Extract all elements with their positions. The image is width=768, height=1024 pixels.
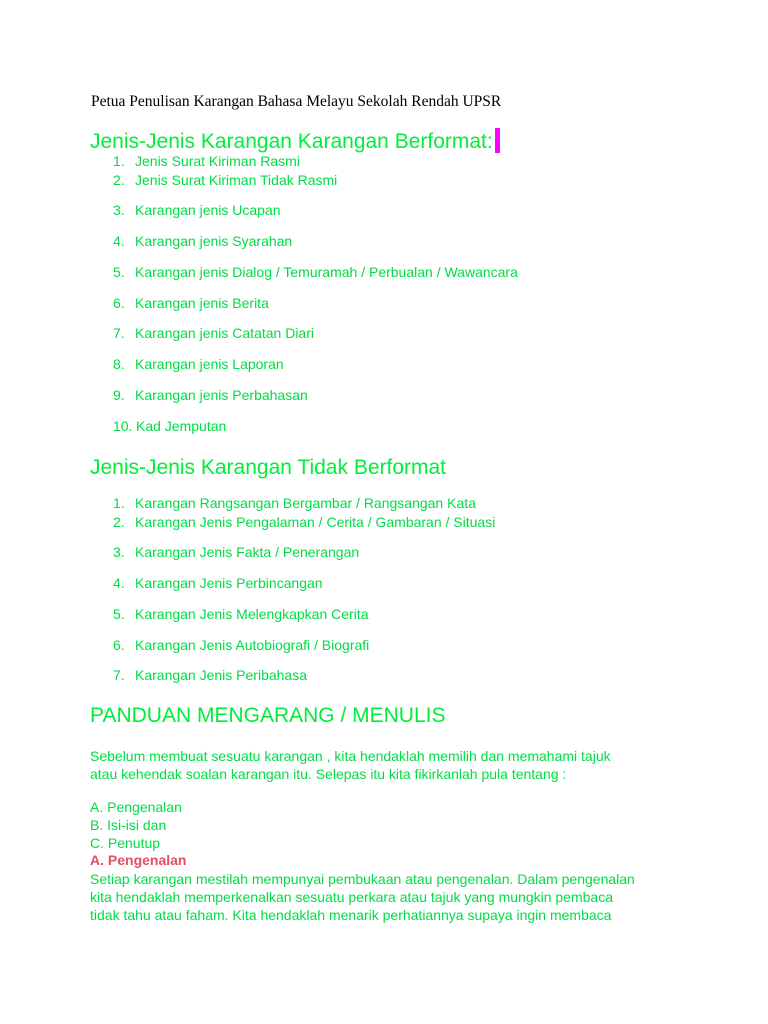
list-text: Kad Jemputan (136, 418, 227, 434)
list-item (113, 324, 314, 342)
list-text: Karangan Jenis Pengalaman / Cerita / Gambaran / Situasi (135, 514, 496, 530)
section-heading-berformat-text: Jenis-Jenis Karangan Karangan Berformat: (90, 130, 493, 153)
section-heading-tidak-berformat: Jenis-Jenis Karangan Tidak Berformat (90, 456, 447, 479)
list-number: 5. (113, 264, 125, 280)
list-text: Karangan jenis Perbahasan (135, 387, 308, 403)
outline-item: C. Penutup (90, 835, 161, 851)
list-text: Jenis Surat Kiriman Tidak Rasmi (135, 172, 338, 188)
list-number: 6. (113, 637, 125, 653)
outline-item: B. Isi-isi dan (90, 817, 167, 833)
section-heading-berformat (90, 128, 500, 155)
list-item (113, 171, 337, 189)
list-text: Karangan jenis Syarahan (135, 233, 293, 249)
list-item (113, 386, 308, 404)
list-item (113, 513, 495, 531)
body-line: Setiap karangan mestilah mempunyai pembukaan atau pengenalan. Dalam pengenalan (90, 871, 635, 887)
list-text: Karangan Jenis Melengkapkan Cerita (135, 606, 369, 622)
list-text: Karangan Rangsangan Bergambar / Rangsangan Kata (135, 495, 476, 511)
list-number: 10. (113, 418, 133, 434)
body-line: kita hendaklah memperkenalkan sesuatu perkara atau tajuk yang mungkin pembaca (90, 889, 613, 905)
list-number: 2. (113, 514, 125, 530)
list-item (113, 605, 368, 623)
document-title: Petua Penulisan Karangan Bahasa Melayu Sekolah Rendah UPSR (91, 93, 502, 110)
list-text: Karangan Jenis Perbincangan (135, 575, 323, 591)
list-number: 3. (113, 202, 125, 218)
text-cursor-highlight (495, 128, 500, 153)
list-item (113, 201, 281, 219)
list-number: 3. (113, 544, 125, 560)
list-text: Jenis Surat Kiriman Rasmi (135, 153, 300, 169)
list-item (113, 232, 292, 250)
list-item (113, 543, 359, 561)
list-item (113, 263, 518, 281)
list-number: 9. (113, 387, 125, 403)
list-item (113, 355, 284, 373)
list-text: Karangan Jenis Peribahasa (135, 667, 308, 683)
list-number: 4. (113, 233, 125, 249)
list-text: Karangan jenis Ucapan (135, 202, 281, 218)
outline-item: A. Pengenalan (90, 799, 182, 815)
list-item (113, 574, 323, 592)
list-item (113, 152, 300, 170)
list-number: 1. (113, 495, 125, 511)
list-text: Karangan jenis Dialog / Temuramah / Perbualan / Wawancara (135, 264, 518, 280)
section-heading-panduan: PANDUAN MENGARANG / MENULIS (90, 704, 446, 727)
list-text: Karangan jenis Berita (135, 295, 269, 311)
list-text: Karangan Jenis Fakta / Penerangan (135, 544, 360, 560)
intro-line: Sebelum membuat sesuatu karangan , kita hendaklah memilih dan memahami tajuk (90, 748, 611, 764)
list-number: 7. (113, 325, 125, 341)
list-number: 6. (113, 295, 125, 311)
list-number: 8. (113, 356, 125, 372)
list-number: 1. (113, 153, 125, 169)
list-number: 4. (113, 575, 125, 591)
list-item (113, 666, 307, 684)
list-text: Karangan jenis Catatan Diari (135, 325, 314, 341)
intro-line: atau kehendak soalan karangan itu. Selepas itu kita fikirkanlah pula tentang : (90, 766, 567, 782)
list-text: Karangan Jenis Autobiografi / Biografi (135, 637, 370, 653)
sub-heading-pengenalan: A. Pengenalan (90, 852, 187, 868)
list-number: 2. (113, 172, 125, 188)
body-line: tidak tahu atau faham. Kita hendaklah menarik perhatiannya supaya ingin membaca (90, 907, 612, 923)
list-text: Karangan jenis Laporan (135, 356, 284, 372)
list-item (113, 417, 226, 435)
list-item (113, 294, 269, 312)
list-item (113, 494, 476, 512)
list-item (113, 636, 369, 654)
list-number: 7. (113, 667, 125, 683)
list-number: 5. (113, 606, 125, 622)
